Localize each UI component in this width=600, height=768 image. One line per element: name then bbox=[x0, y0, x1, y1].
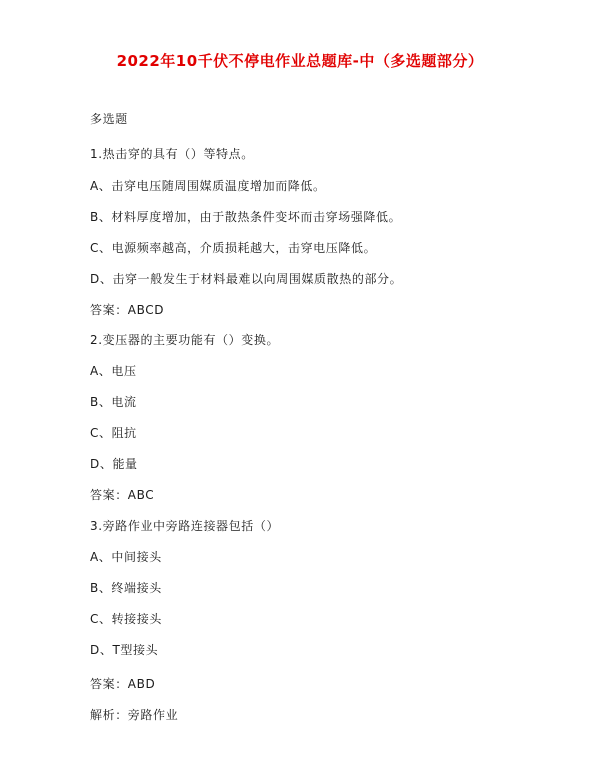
section-heading: 多选题 bbox=[90, 112, 128, 126]
question-1-answer: 答案：ABCD bbox=[90, 303, 165, 317]
question-3-option-a: A、中间接头 bbox=[90, 550, 162, 564]
question-1-option-b: B、材料厚度增加，由于散热条件变坏而击穿场强降低。 bbox=[90, 210, 402, 224]
question-3-option-d: D、T型接头 bbox=[90, 643, 159, 657]
question-1-option-c: C、电源频率越高，介质损耗越大，击穿电压降低。 bbox=[90, 241, 377, 255]
question-1-option-a: A、击穿电压随周围媒质温度增加而降低。 bbox=[90, 179, 326, 193]
question-2-option-b: B、电流 bbox=[90, 395, 137, 409]
question-1-option-d: D、击穿一般发生于材料最难以向周围媒质散热的部分。 bbox=[90, 272, 403, 286]
question-2-option-d: D、能量 bbox=[90, 457, 138, 471]
question-3-answer: 答案：ABD bbox=[90, 677, 156, 691]
question-2-option-a: A、电压 bbox=[90, 364, 137, 378]
question-3-analysis: 解析：旁路作业 bbox=[90, 708, 179, 722]
document-title: 2022年10千伏不停电作业总题库-中（多选题部分） bbox=[116, 52, 484, 70]
question-3-option-c: C、转接接头 bbox=[90, 612, 162, 626]
question-1-stem: 1.热击穿的具有（）等特点。 bbox=[90, 147, 254, 161]
question-3-stem: 3.旁路作业中旁路连接器包括（） bbox=[90, 519, 280, 533]
question-3-option-b: B、终端接头 bbox=[90, 581, 162, 595]
question-2-option-c: C、阻抗 bbox=[90, 426, 137, 440]
question-2-stem: 2.变压器的主要功能有（）变换。 bbox=[90, 333, 280, 347]
question-2-answer: 答案：ABC bbox=[90, 488, 155, 502]
